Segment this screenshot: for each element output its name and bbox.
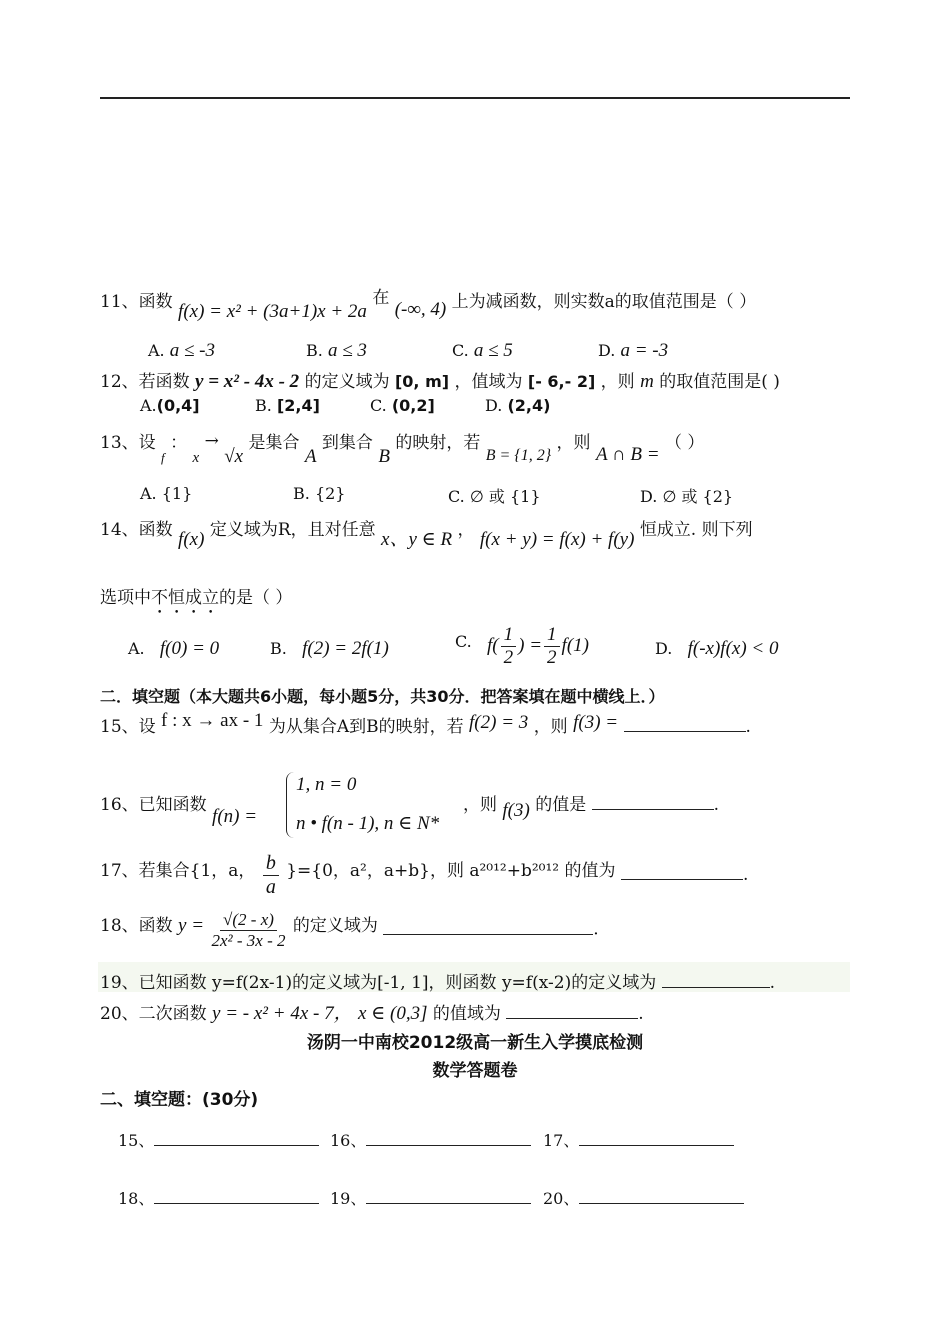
math-expression: f(x + y) = f(x) + f(y) bbox=[479, 529, 635, 550]
question-number: 14、函数 bbox=[100, 520, 173, 540]
question-19 bbox=[100, 968, 775, 993]
text: ，则 bbox=[556, 433, 591, 453]
exam-title: 汤阴一中南校2012级高一新生入学摸底检测 bbox=[306, 1033, 644, 1053]
answer-blank[interactable] bbox=[506, 1004, 638, 1019]
math-variable: f bbox=[161, 450, 165, 465]
answer-blank[interactable] bbox=[621, 865, 743, 880]
math-expression: √x bbox=[224, 446, 244, 467]
text: 的值域为 bbox=[432, 1004, 501, 1024]
answer-19: 19、 bbox=[330, 1186, 531, 1209]
question-20 bbox=[100, 998, 644, 1025]
option-b: B. a ≤ 3 bbox=[306, 340, 367, 361]
text: ， bbox=[457, 520, 475, 540]
option-d: D. a = -3 bbox=[598, 340, 669, 361]
math-expression: f(3) = bbox=[573, 712, 619, 733]
answer-17: 17、 bbox=[543, 1128, 734, 1151]
text: . bbox=[745, 717, 751, 737]
math-interval: [0, m] bbox=[394, 372, 450, 391]
question-13 bbox=[100, 428, 705, 467]
answer-16: 16、 bbox=[330, 1128, 531, 1151]
fraction-numerator: b bbox=[263, 852, 279, 876]
math-interval: (-∞, 4) bbox=[394, 299, 447, 320]
emphasis-text: 不恒成立 bbox=[151, 588, 219, 608]
text: ： bbox=[170, 433, 188, 453]
text: 在 bbox=[372, 288, 390, 308]
option-d: D. f(-x)f(x) < 0 bbox=[655, 638, 779, 659]
text: 的定义域为 bbox=[304, 372, 390, 392]
math-expression: f : x → ax - 1 bbox=[161, 710, 264, 731]
question-number: 13、设 bbox=[100, 433, 156, 453]
piecewise-case: n • f(n - 1), n ∈ N* bbox=[296, 813, 440, 834]
text: 选项中 bbox=[100, 588, 151, 608]
text: 是集合 bbox=[248, 433, 300, 453]
answer-blank[interactable] bbox=[592, 795, 714, 810]
question-number: 11、函数 bbox=[100, 292, 173, 312]
question-text: 的取值范围是( ) bbox=[659, 372, 780, 392]
text: 20、二次函数 bbox=[100, 1004, 207, 1024]
text: ，则 bbox=[463, 795, 497, 815]
answer-paren: （ ） bbox=[665, 433, 705, 453]
math-expression: A ∩ B = bbox=[595, 444, 660, 465]
math-variable: B bbox=[378, 446, 390, 467]
answer-blank[interactable] bbox=[579, 1131, 734, 1146]
answer-blank[interactable] bbox=[383, 920, 593, 935]
fraction-numerator: √(2 - x) bbox=[220, 910, 277, 931]
text: 到集合 bbox=[321, 433, 373, 453]
question-17 bbox=[100, 852, 748, 899]
answer-blank[interactable] bbox=[662, 973, 770, 988]
option-d: D. ∅ 或 {2} bbox=[640, 487, 734, 506]
text: ，值域为 bbox=[454, 372, 523, 392]
option-a: A. {1} bbox=[140, 484, 193, 503]
text: . bbox=[638, 1004, 644, 1024]
question-text: 上为减函数，则实数a的取值范围是（ ） bbox=[451, 292, 757, 312]
math-interval: [- 6,- 2] bbox=[527, 372, 596, 391]
answer-sheet-title: 数学答题卷 bbox=[432, 1061, 518, 1081]
text: 17、若集合{1，a， bbox=[100, 861, 256, 881]
text: . bbox=[769, 973, 776, 993]
text: ，则 bbox=[533, 717, 568, 737]
answer-15: 15、 bbox=[118, 1128, 319, 1151]
text: 的是（ ） bbox=[219, 588, 293, 608]
option-c: C. ∅ 或 {1} bbox=[448, 487, 541, 506]
math-expression: y = bbox=[178, 914, 205, 936]
question-text: 恒成立. 则下列 bbox=[639, 520, 753, 540]
answer-blank[interactable] bbox=[366, 1131, 531, 1146]
question-16 bbox=[100, 790, 258, 827]
math-expression: f(n) = bbox=[212, 806, 258, 827]
answer-section-heading: 二、填空题：(30分) bbox=[100, 1090, 259, 1110]
math-expression: y = - x² + 4x - 7， bbox=[212, 1003, 353, 1024]
question-number: 16、已知函数 bbox=[100, 795, 207, 815]
text: }={0，a²，a+b}，则 a²⁰¹²+b²⁰¹² 的值为 bbox=[286, 861, 616, 881]
question-number: 15、设 bbox=[100, 717, 156, 737]
math-expression: f(x) bbox=[178, 529, 205, 550]
math-variable: x bbox=[192, 450, 200, 466]
text: 为从集合A到B的映射，若 bbox=[268, 717, 464, 737]
math-expression: x、y ∈ R bbox=[381, 529, 453, 550]
answer-18: 18、 bbox=[118, 1186, 319, 1209]
option-c: C. a ≤ 5 bbox=[452, 340, 513, 361]
math-expression: f(2) = 3 bbox=[469, 712, 529, 733]
text: 18、函数 bbox=[100, 915, 173, 936]
answer-blank[interactable] bbox=[624, 717, 746, 732]
answer-blank[interactable] bbox=[154, 1131, 319, 1146]
option-b: B. f(2) = 2f(1) bbox=[270, 638, 389, 659]
math-expression: x ∈ (0,3] bbox=[358, 1003, 428, 1024]
math-expression: y = x² - 4x - 2 bbox=[195, 371, 300, 392]
option-c: C. f( $\frac{1}{2}$ ) = $\frac{1}{2}$ f(1) bbox=[455, 624, 589, 668]
math-variable: A bbox=[304, 446, 317, 467]
question-12 bbox=[100, 367, 780, 393]
option-b: B. [2,4] bbox=[255, 396, 320, 415]
option-c: C. (0,2] bbox=[370, 396, 435, 415]
text: 的值是 bbox=[535, 795, 587, 815]
text: 定义域为R，且对任意 bbox=[209, 520, 376, 540]
question-number: 12、若函数 bbox=[100, 372, 190, 392]
option-a: A. f(0) = 0 bbox=[128, 638, 220, 659]
question-14 bbox=[100, 514, 753, 550]
piecewise-case: 1, n = 0 bbox=[296, 774, 357, 795]
math-expression: f(x) = x² + (3a+1)x + 2a bbox=[178, 301, 367, 322]
answer-blank[interactable] bbox=[579, 1189, 744, 1204]
math-expression: f(3) bbox=[502, 800, 530, 821]
answer-blank[interactable] bbox=[366, 1189, 531, 1204]
text: ，则 bbox=[600, 372, 635, 392]
option-b: B. {2} bbox=[293, 484, 346, 503]
text: 的定义域为 bbox=[292, 915, 378, 936]
question-18 bbox=[100, 910, 599, 950]
option-d: D. (2,4) bbox=[485, 396, 551, 415]
text: . bbox=[742, 865, 749, 885]
question-15 bbox=[100, 712, 751, 738]
question-text: 19、已知函数 y=f(2x-1)的定义域为[-1, 1]，则函数 y=f(x-2)的定义域为 bbox=[100, 973, 657, 993]
option-a: A.(0,4] bbox=[140, 396, 200, 415]
answer-blank[interactable] bbox=[154, 1189, 319, 1204]
text: 的映射，若 bbox=[395, 433, 481, 453]
option-a: A. a ≤ -3 bbox=[148, 340, 215, 361]
section-heading: 二．填空题（本大题共6小题，每小题5分，共30分．把答案填在题中横线上．） bbox=[100, 687, 665, 706]
question-11 bbox=[100, 287, 757, 322]
text: . bbox=[593, 919, 599, 940]
fraction-denominator: 2x² - 3x - 2 bbox=[211, 930, 286, 950]
math-variable: m bbox=[640, 371, 654, 392]
fraction-denominator: a bbox=[265, 876, 276, 898]
question-14-line2 bbox=[100, 583, 292, 618]
answer-20: 20、 bbox=[543, 1186, 744, 1209]
math-expression: B = {1, 2} bbox=[485, 447, 552, 464]
question-16-tail bbox=[463, 790, 720, 821]
text: . bbox=[713, 795, 720, 815]
arrow-icon: → bbox=[204, 431, 219, 451]
header-rule bbox=[100, 97, 850, 99]
